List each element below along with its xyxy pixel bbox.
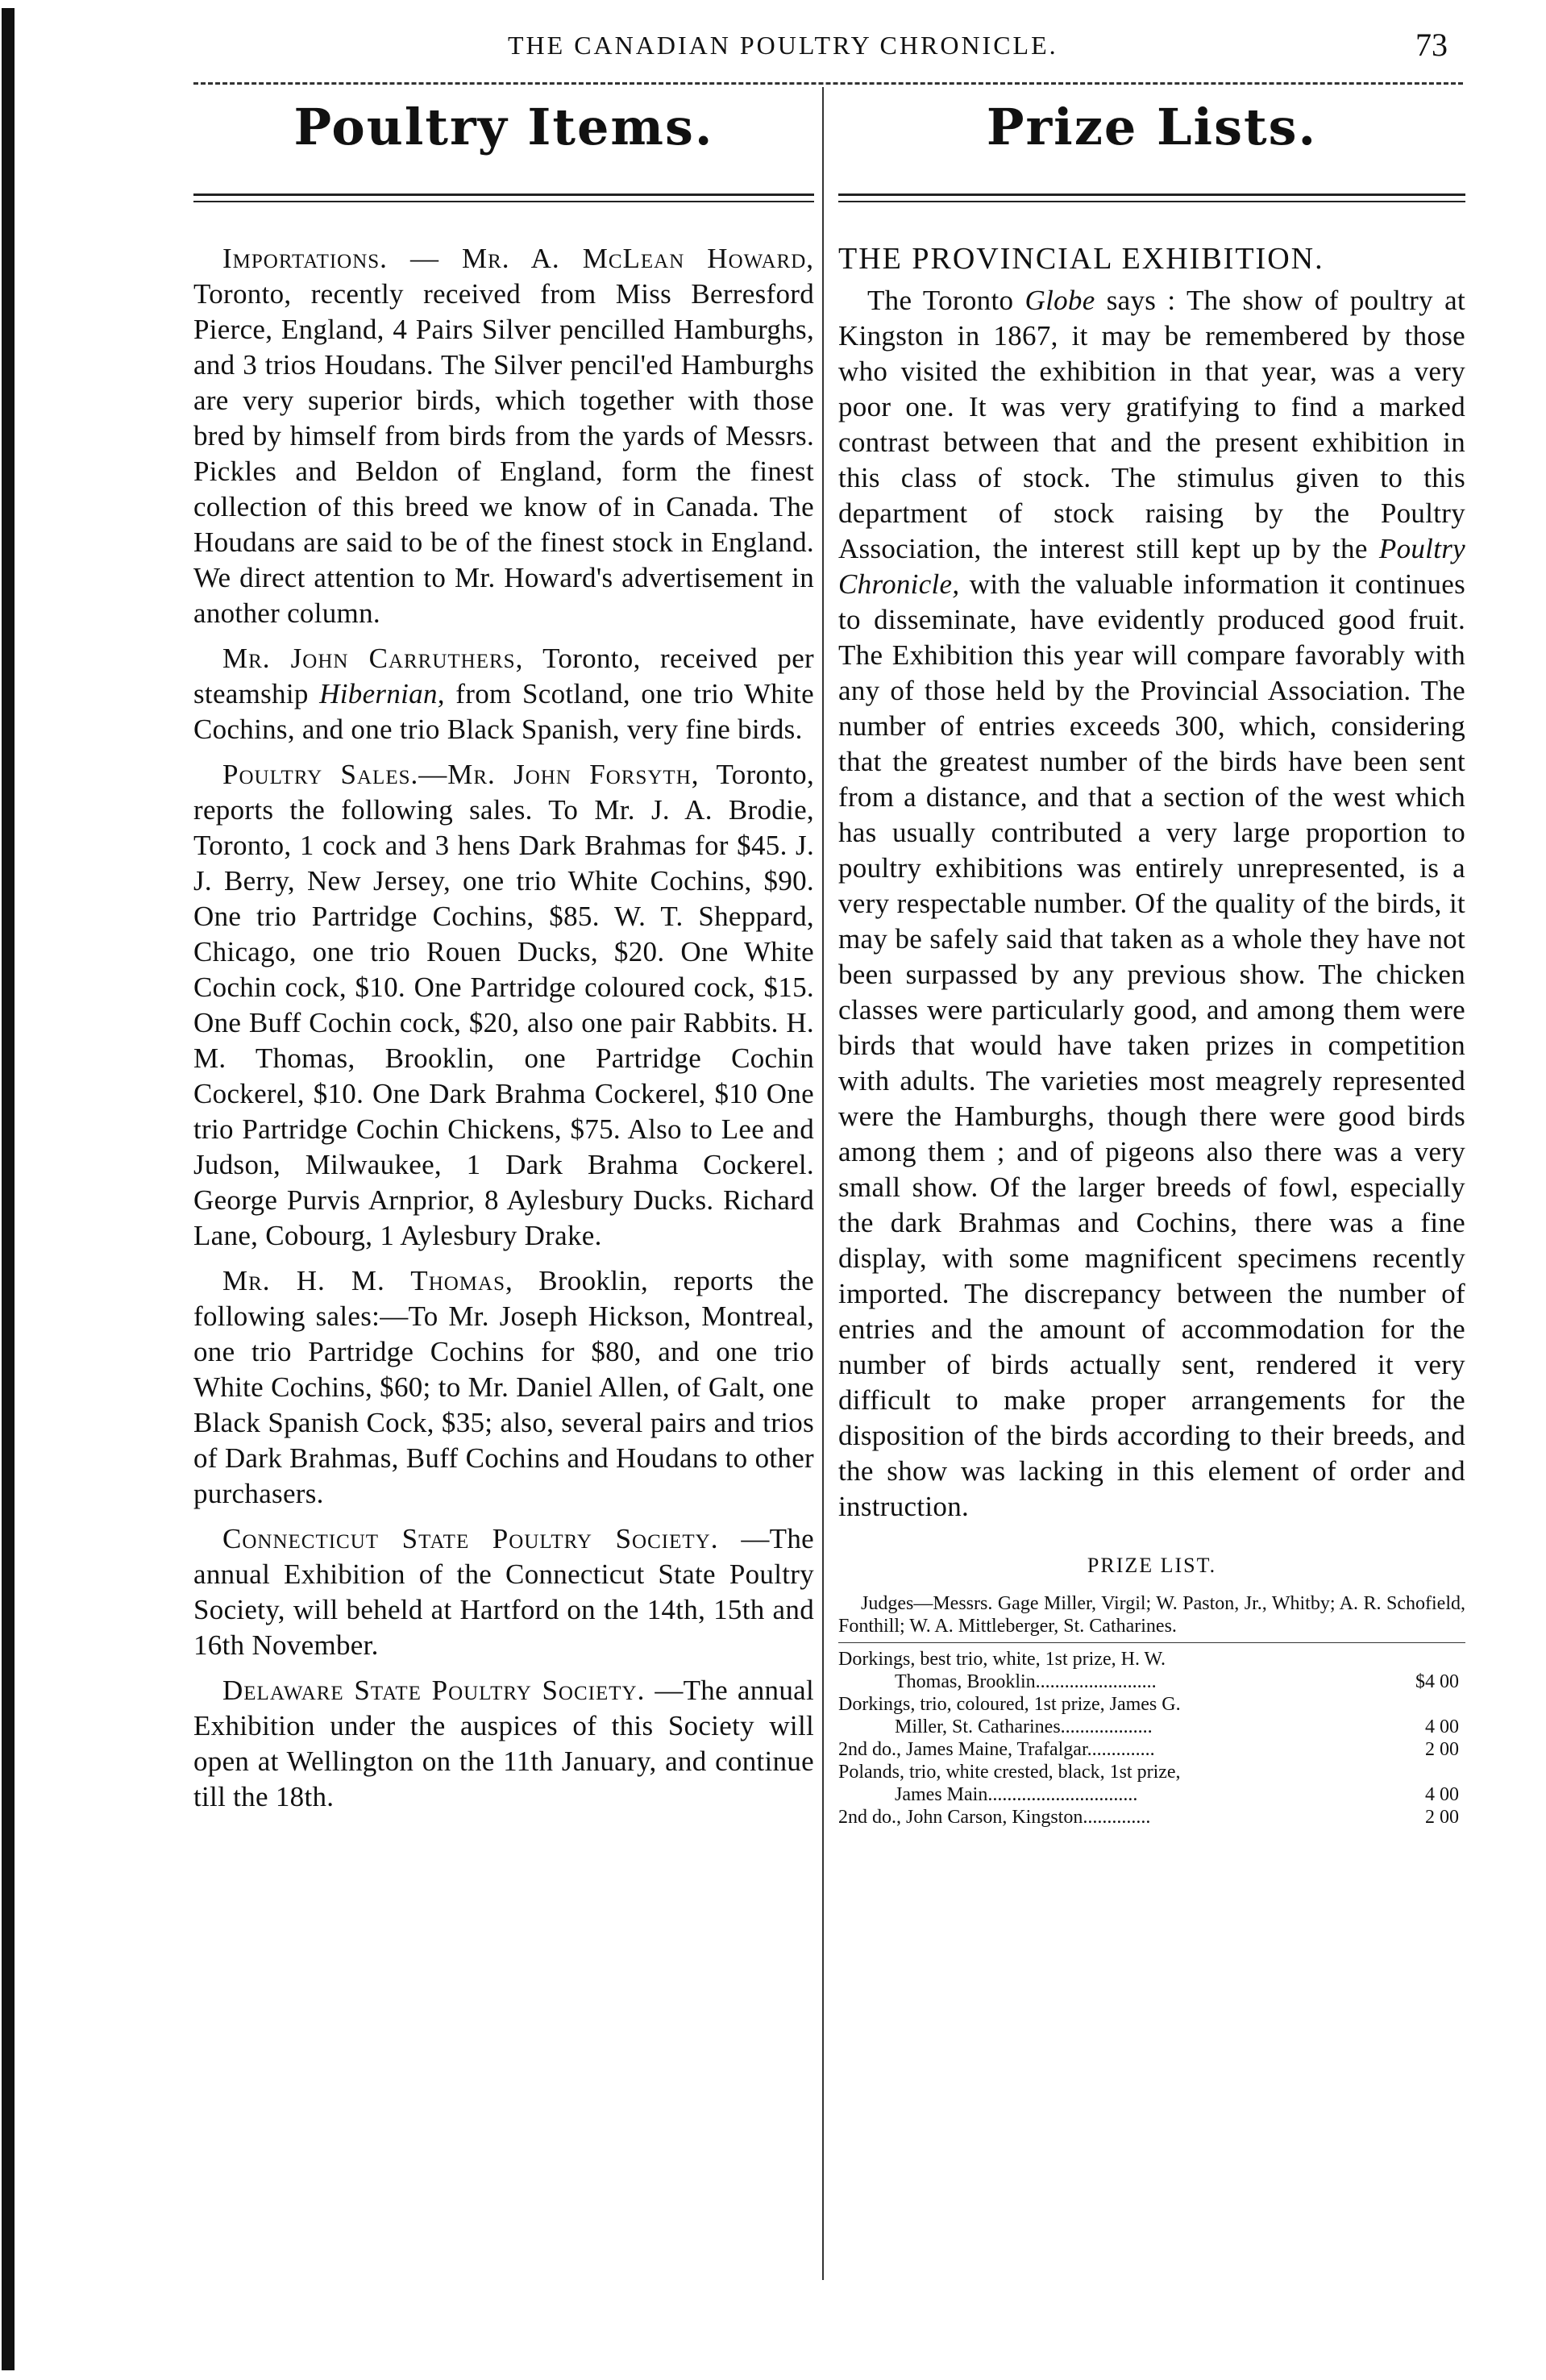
article-thomas-sales <box>193 1263 814 1512</box>
article-lead: Mr. H. M. Thomas, <box>222 1265 513 1296</box>
article-text: Toronto, reports the following sales. To Mr. J. A. Brodie, Toronto, 1 cock and 3 hens Dark Brahmas for $45. J. J. Berry, New Jersey, one trio White Cochins, $90. One trio Partridge Cochins, $85. W. T. Sheppard, Chicago, one trio Rouen Ducks, $20. One White Cochin cock, $10. One Partridge coloured cock, $15. One Buff Cochin cock, $20, also one pair Rabbits. H. M. Thomas, Brooklin, one Partridge Cochin Cockerel, $10. One Dark Brahma Cockerel, $10 One trio Partridge Cochin Chickens, $75. Also to Lee and Judson, Milwaukee, 1 Dark Brahma Cockerel. George Purvis Arnprior, 8 Aylesbury Ducks. Richard Lane, Cobourg, 1 Aylesbury Drake. <box>193 759 814 1251</box>
column-title-poultry-items: Poultry Items. <box>293 98 714 156</box>
title-rule <box>838 193 1465 202</box>
article-text: says : The show of poultry at Kingston in 1867, it may be remembered by those who visited the exhibition in that year, was a very poor one. It was very gratifying to find a marked contrast between that and the present exhibition in this class of stock. The stimulus given to this department of stock raising by the Poultry Association, the interest still kept up by the <box>838 285 1465 564</box>
article-poultry-sales <box>193 757 814 1254</box>
journal-name: Poultry Chronicle, <box>838 533 1465 600</box>
running-title: THE CANADIAN POULTRY CHRONICLE. <box>508 31 1058 60</box>
prize-desc: Dorkings, trio, coloured, 1st prize, James G. <box>838 1694 1181 1715</box>
page-header <box>193 24 1467 73</box>
article-lead: Mr. John Carruthers, <box>222 643 524 674</box>
left-column <box>193 97 814 1815</box>
article-text: —The annual Exhibition of the Connecticut State Poultry Society, will beheld at Hartford on the 14th, 15th and 16th November. <box>193 1523 814 1661</box>
title-rule <box>193 193 814 202</box>
article-carruthers <box>193 641 814 747</box>
prize-amount: $4 00 <box>1415 1671 1459 1692</box>
prize-row <box>838 1693 1465 1738</box>
article-text: Toronto, recently received from Miss Berresford Pierce, England, 4 Pairs Silver pencilled Hamburghs, and 3 trios Houdans. The Silver pencil'ed Hamburghs are very superior birds, which together with those bred by himself from birds from the yards of Messrs. Pickles and Beldon of England, form the finest collection of this breed we know of in Canada. The Houdans are said to be of the finest stock in England. We direct attention to Mr. Howard's advertisement in another column. <box>193 278 814 629</box>
prize-desc: 2nd do., John Carson, Kingston.............. <box>838 1807 1151 1828</box>
prize-desc: Dorkings, best trio, white, 1st prize, H. W. <box>838 1649 1166 1670</box>
page-number: 73 <box>1415 27 1448 63</box>
article-text: The Toronto <box>867 285 1014 316</box>
prize-rule <box>838 1642 1465 1643</box>
column-title-prize-lists: Prize Lists. <box>986 98 1318 156</box>
prize-desc: Miller, St. Catharines................... <box>895 1716 1153 1737</box>
prize-list-heading: PRIZE LIST. <box>1087 1554 1217 1577</box>
article-connecticut <box>193 1521 814 1663</box>
article-importations <box>193 241 814 631</box>
right-column <box>838 97 1465 1829</box>
prize-amount: 2 00 <box>1425 1807 1459 1828</box>
column-divider <box>822 87 824 2280</box>
article-text: from Scotland, one trio White Cochins, and one trio Black Spanish, very fine birds. <box>193 678 814 745</box>
article-text: Brooklin, reports the following sales:—To Mr. Joseph Hickson, Montreal, one trio Partridge Cochins for $80, and one trio White Cochins, $60; to Mr. Daniel Allen, of Galt, one Black Spanish Cock, $35; also, several pairs and trios of Dark Brahmas, Buff Cochins and Houdans to other purchasers. <box>193 1265 814 1509</box>
prize-desc: James Main............................... <box>895 1784 1138 1805</box>
prize-desc: Thomas, Brooklin......................... <box>895 1671 1157 1692</box>
article-lead: Importations. — Mr. A. McLean Howard, <box>222 243 814 274</box>
article-lead: Connecticut State Poultry Society. <box>222 1523 719 1554</box>
prize-desc: 2nd do., James Maine, Trafalgar.............. <box>838 1739 1155 1760</box>
prize-desc: Polands, trio, white crested, black, 1st prize, <box>838 1762 1181 1783</box>
section-heading: THE PROVINCIAL EXHIBITION. <box>838 242 1324 276</box>
judges-line: Judges—Messrs. Gage Miller, Virgil; W. Paston, Jr., Whitby; A. R. Schofield, Fonthill; W. A. Mittleberger, St. Catharines. <box>838 1593 1465 1637</box>
prize-row <box>838 1761 1465 1806</box>
prize-row <box>838 1738 1465 1761</box>
article-text: Toronto, received per steamship <box>193 643 815 709</box>
article-text: with the valuable information it continues to disseminate, have evidently produced good fruit. The Exhibition this year will compare favorably with any of those held by the Provincial Association. The number of entries exceeds 300, which, considering that the greatest number of the birds have been sent from a distance, and that a section of the west which has usually contributed a very large proportion to poultry exhibitions was entirely unrepresented, is a very respectable number. Of the quality of the birds, it may be safely said that taken as a whole they have not been surpassed by any previous show. The chicken classes were particularly good, and among them were birds that would have taken prizes in competition with adults. The varieties most meagrely represented were the Hamburghs, though there were good birds among them ; and of pigeons also there was a very small show. Of the larger breeds of fowl, especially the dark Brahmas and Cochins, there was a fine display, with some magnificent specimens recently imported. The discrepancy between the number of entries and the amount of accommodation for the number of birds actually sent, rendered it very difficult to make proper arrangements for the disposition of the birds according to their breeds, and the show was lacking in this element of order and instruction. <box>838 568 1465 1522</box>
newspaper-name: Globe <box>1024 285 1095 316</box>
prize-row <box>838 1806 1465 1829</box>
article-delaware <box>193 1673 814 1815</box>
header-rule <box>193 82 1463 85</box>
prize-amount: 4 00 <box>1425 1784 1459 1805</box>
ship-name: Hibernian, <box>319 678 445 709</box>
article-lead: Poultry Sales.—Mr. John Forsyth, <box>222 759 700 790</box>
prize-amount: 4 00 <box>1425 1716 1459 1737</box>
prize-row <box>838 1648 1465 1693</box>
binding-edge <box>2 8 15 2370</box>
article-provincial-exhibition <box>838 283 1465 1525</box>
article-text: —The annual Exhibition under the auspices of this Society will open at Wellington on the 11th January, and continue till the 18th. <box>193 1675 814 1812</box>
article-lead: Delaware State Poultry Society. <box>222 1675 646 1706</box>
prize-amount: 2 00 <box>1425 1739 1459 1760</box>
